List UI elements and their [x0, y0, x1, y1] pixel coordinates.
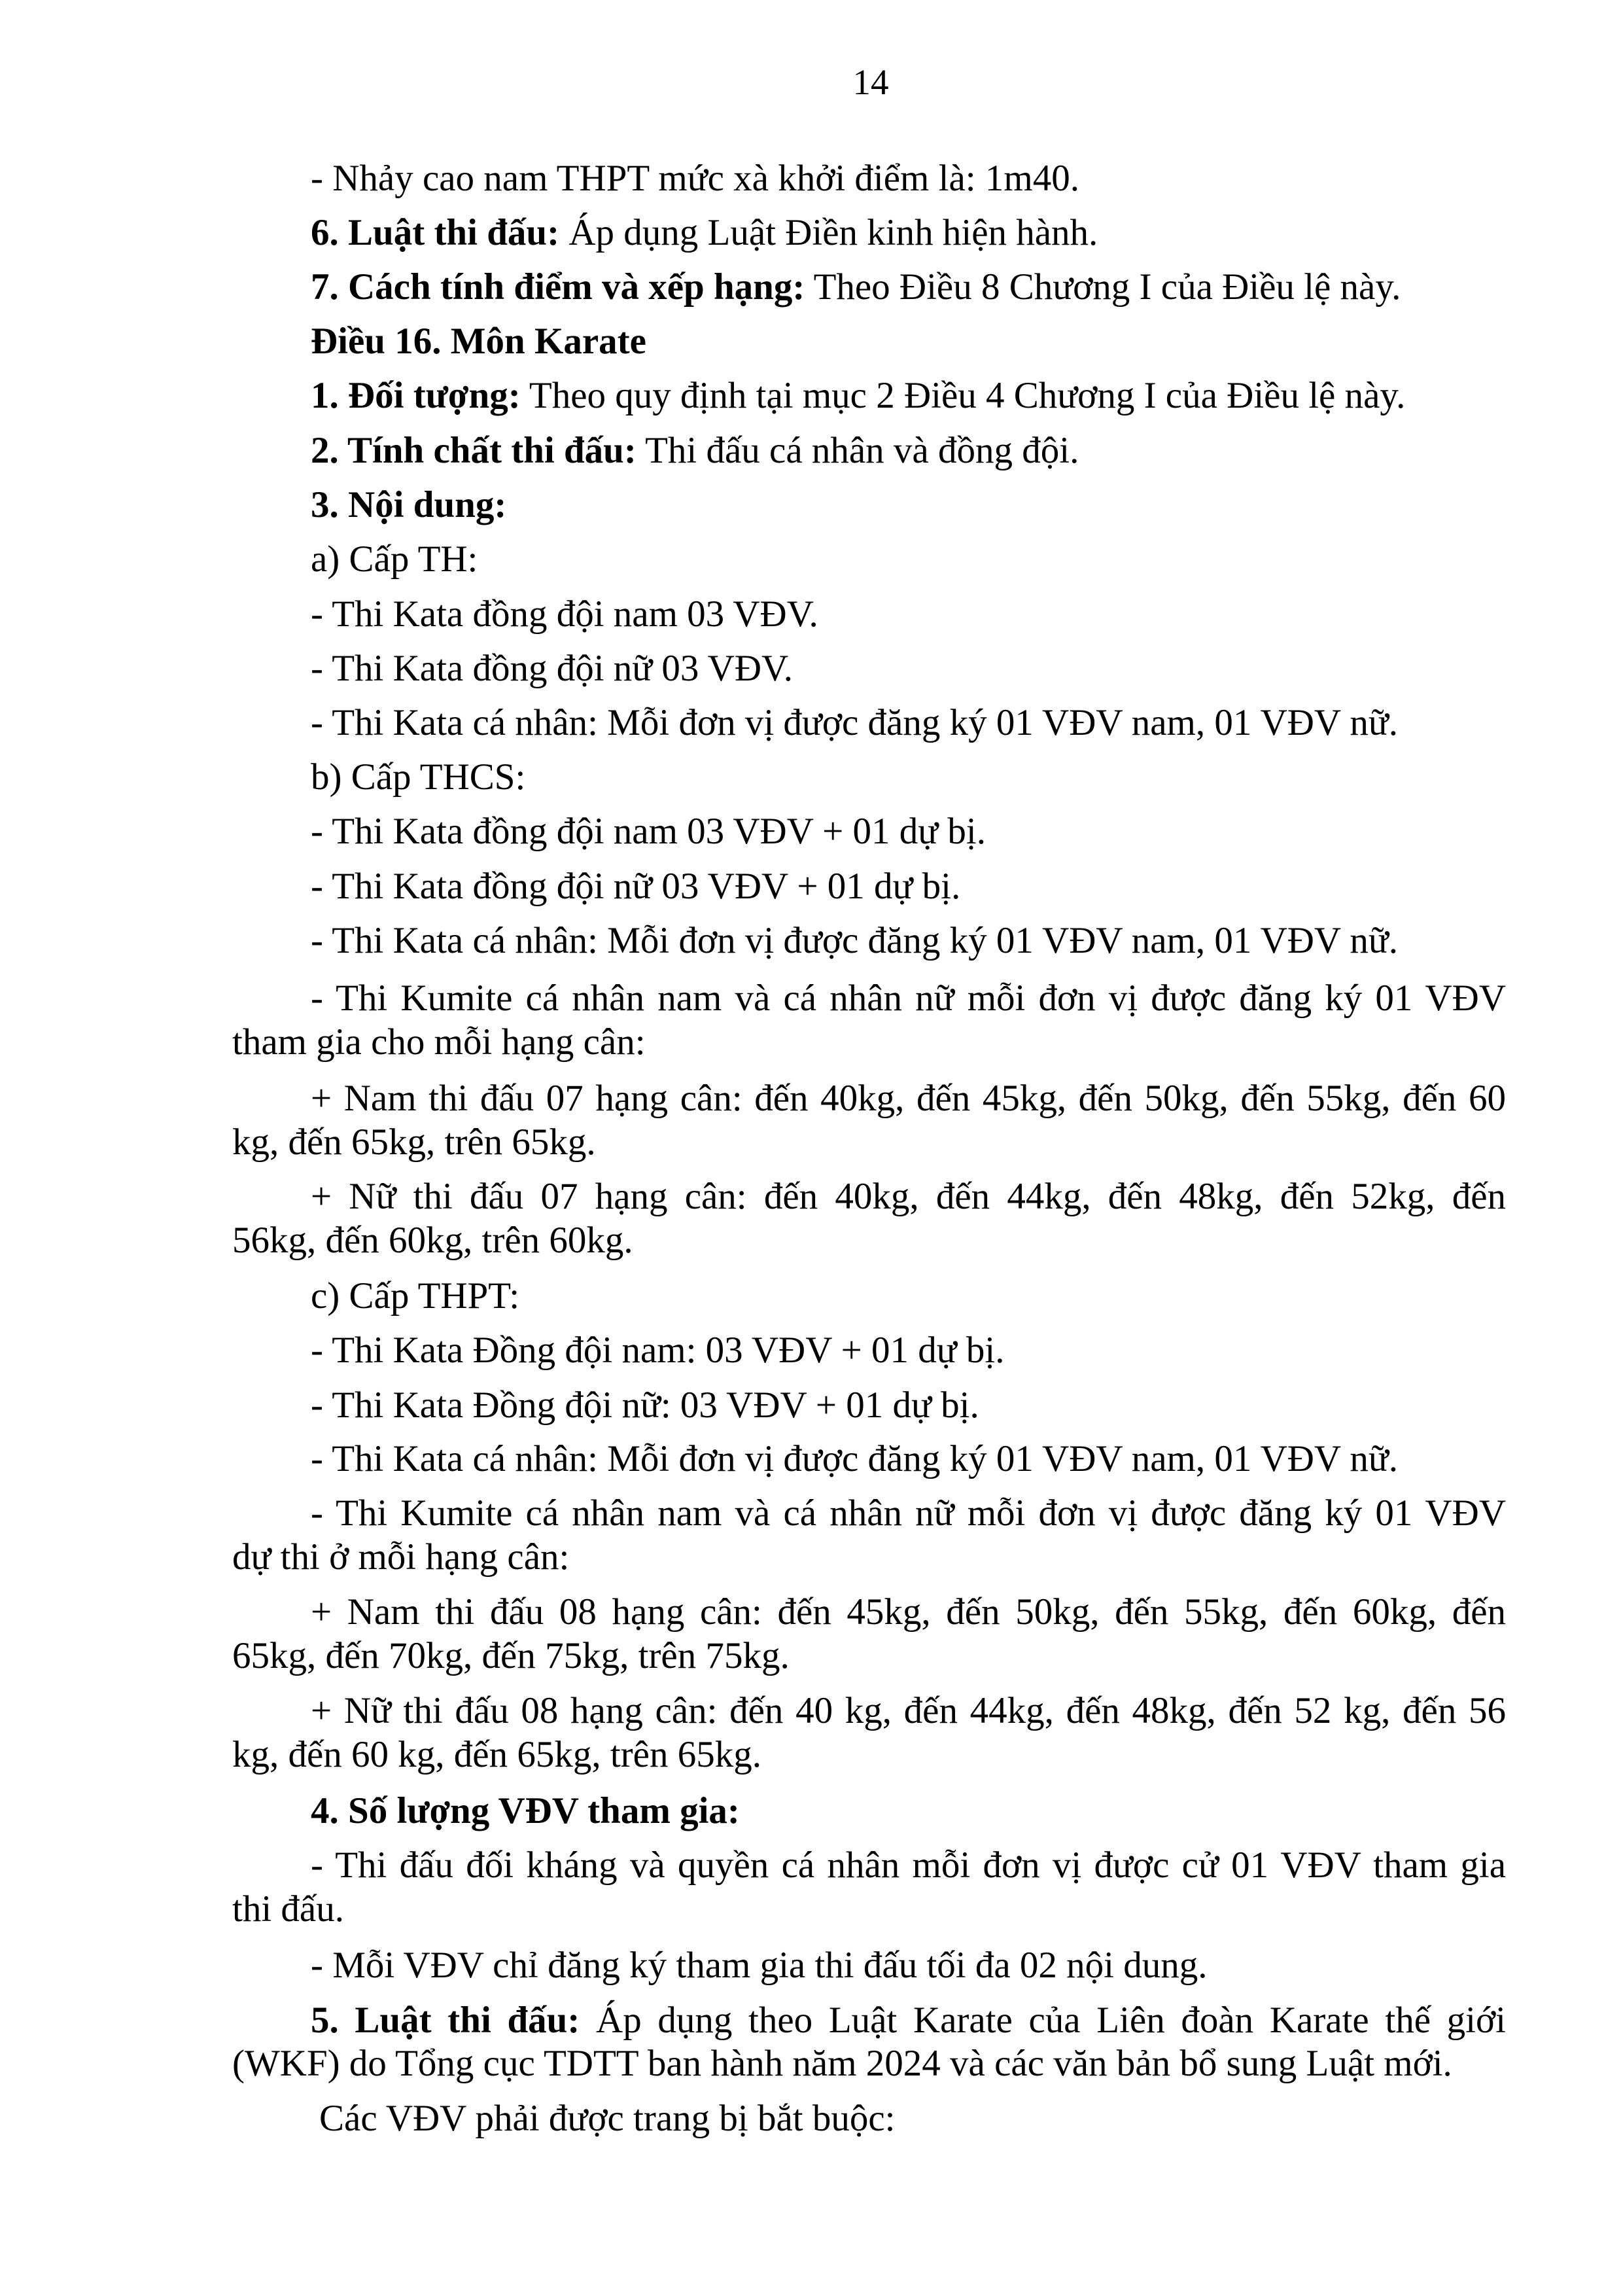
paragraph-competition-nature	[232, 429, 1506, 472]
weight-class-line: 65kg, đến 70kg, đến 75kg, trên 75kg.	[232, 1635, 790, 1676]
paragraph-text: Thi đấu cá nhân và đồng đội.	[636, 430, 1079, 471]
paragraph-text: Theo quy định tại mục 2 Điều 4 Chương I của Điều lệ này.	[520, 375, 1406, 416]
paragraph-text: Áp dụng theo Luật Karate của Liên đoàn Karate thế giới	[580, 2000, 1506, 2041]
article-heading	[232, 319, 1506, 363]
list-item: - Thi Kata cá nhân: Mỗi đơn vị được đăng ký 01 VĐV nam, 01 VĐV nữ.	[311, 920, 1398, 961]
list-item: - Thi Kata đồng đội nữ 03 VĐV + 01 dự bị.	[311, 866, 961, 907]
paragraph-equipment-intro: Các VĐV phải được trang bị bắt buộc:	[319, 2098, 896, 2139]
list-item: - Mỗi VĐV chỉ đăng ký tham gia thi đấu tối đa 02 nội dung.	[311, 1945, 1208, 1986]
weight-class-line: kg, đến 60 kg, đến 65kg, trên 65kg.	[232, 1734, 761, 1775]
list-item: - Thi Kata đồng đội nữ 03 VĐV.	[311, 648, 794, 689]
list-item-line: thi đấu.	[232, 1888, 344, 1930]
weight-class-line: + Nữ thi đấu 07 hạng cân: đến 40kg, đến 44kg, đến 48kg, đến 52kg, đến	[311, 1176, 1506, 1217]
list-item: - Thi Kata đồng đội nam 03 VĐV.	[311, 593, 818, 635]
paragraph-participants	[232, 374, 1506, 417]
paragraph-karate-rules-line	[232, 1998, 1506, 2042]
weight-class-line: kg, đến 65kg, trên 65kg.	[232, 1122, 596, 1163]
list-item: - Thi Kata Đồng đội nữ: 03 VĐV + 01 dự bị.	[311, 1385, 979, 1426]
section-label: 5. Luật thi đấu:	[311, 2000, 580, 2041]
paragraph-content-heading	[232, 483, 1506, 527]
section-label: 4. Số lượng VĐV tham gia:	[311, 1790, 740, 1831]
paragraph-text: Theo Điều 8 Chương I của Điều lệ này.	[805, 266, 1401, 308]
section-label: 1. Đối tượng:	[311, 375, 521, 416]
weight-class-line: 56kg, đến 60kg, trên 60kg.	[232, 1220, 633, 1261]
subheading-lower-secondary-level: b) Cấp THCS:	[311, 756, 526, 798]
section-label: 2. Tính chất thi đấu:	[311, 430, 637, 471]
paragraph-karate-rules-line: (WKF) do Tổng cục TDTT ban hành năm 2024 và các văn bản bổ sung Luật mới.	[232, 2043, 1452, 2084]
paragraph-high-jump-start: - Nhảy cao nam THPT mức xà khởi điểm là: 1m40.	[311, 158, 1079, 199]
paragraph-athlete-count-heading	[232, 1789, 1506, 1833]
subheading-upper-secondary-level: c) Cấp THPT:	[311, 1275, 520, 1316]
paragraph-competition-rules	[232, 211, 1506, 255]
weight-class-line: + Nữ thi đấu 08 hạng cân: đến 40 kg, đến 44kg, đến 48kg, đến 52 kg, đến 56	[311, 1690, 1506, 1731]
list-item-line: - Thi Kumite cá nhân nam và cá nhân nữ mỗi đơn vị được đăng ký 01 VĐV	[311, 1492, 1506, 1534]
page-number: 14	[852, 62, 889, 102]
weight-class-line: + Nam thi đấu 08 hạng cân: đến 45kg, đến 50kg, đến 55kg, đến 60kg, đến	[311, 1591, 1506, 1633]
section-label: 6. Luật thi đấu:	[311, 212, 560, 253]
section-label: 3. Nội dung:	[311, 484, 507, 525]
section-label: 7. Cách tính điểm và xếp hạng:	[311, 266, 805, 308]
weight-class-line: + Nam thi đấu 07 hạng cân: đến 40kg, đến 45kg, đến 50kg, đến 55kg, đến 60	[311, 1078, 1506, 1119]
list-item-line: tham gia cho mỗi hạng cân:	[232, 1021, 646, 1063]
article-title: Điều 16. Môn Karate	[311, 321, 646, 362]
list-item-line: - Thi đấu đối kháng và quyền cá nhân mỗi đơn vị được cử 01 VĐV tham gia	[311, 1845, 1506, 1886]
list-item: - Thi Kata cá nhân: Mỗi đơn vị được đăng ký 01 VĐV nam, 01 VĐV nữ.	[311, 1438, 1398, 1479]
list-item-line: dự thi ở mỗi hạng cân:	[232, 1536, 570, 1578]
list-item: - Thi Kata cá nhân: Mỗi đơn vị được đăng ký 01 VĐV nam, 01 VĐV nữ.	[311, 702, 1398, 743]
list-item: - Thi Kata Đồng đội nam: 03 VĐV + 01 dự bị.	[311, 1330, 1005, 1371]
subheading-primary-level: a) Cấp TH:	[311, 539, 478, 580]
paragraph-text: Áp dụng Luật Điền kinh hiện hành.	[559, 212, 1098, 253]
list-item: - Thi Kata đồng đội nam 03 VĐV + 01 dự bị.	[311, 811, 986, 852]
list-item-line: - Thi Kumite cá nhân nam và cá nhân nữ mỗi đơn vị được đăng ký 01 VĐV	[311, 978, 1506, 1019]
paragraph-scoring-ranking	[232, 265, 1506, 309]
